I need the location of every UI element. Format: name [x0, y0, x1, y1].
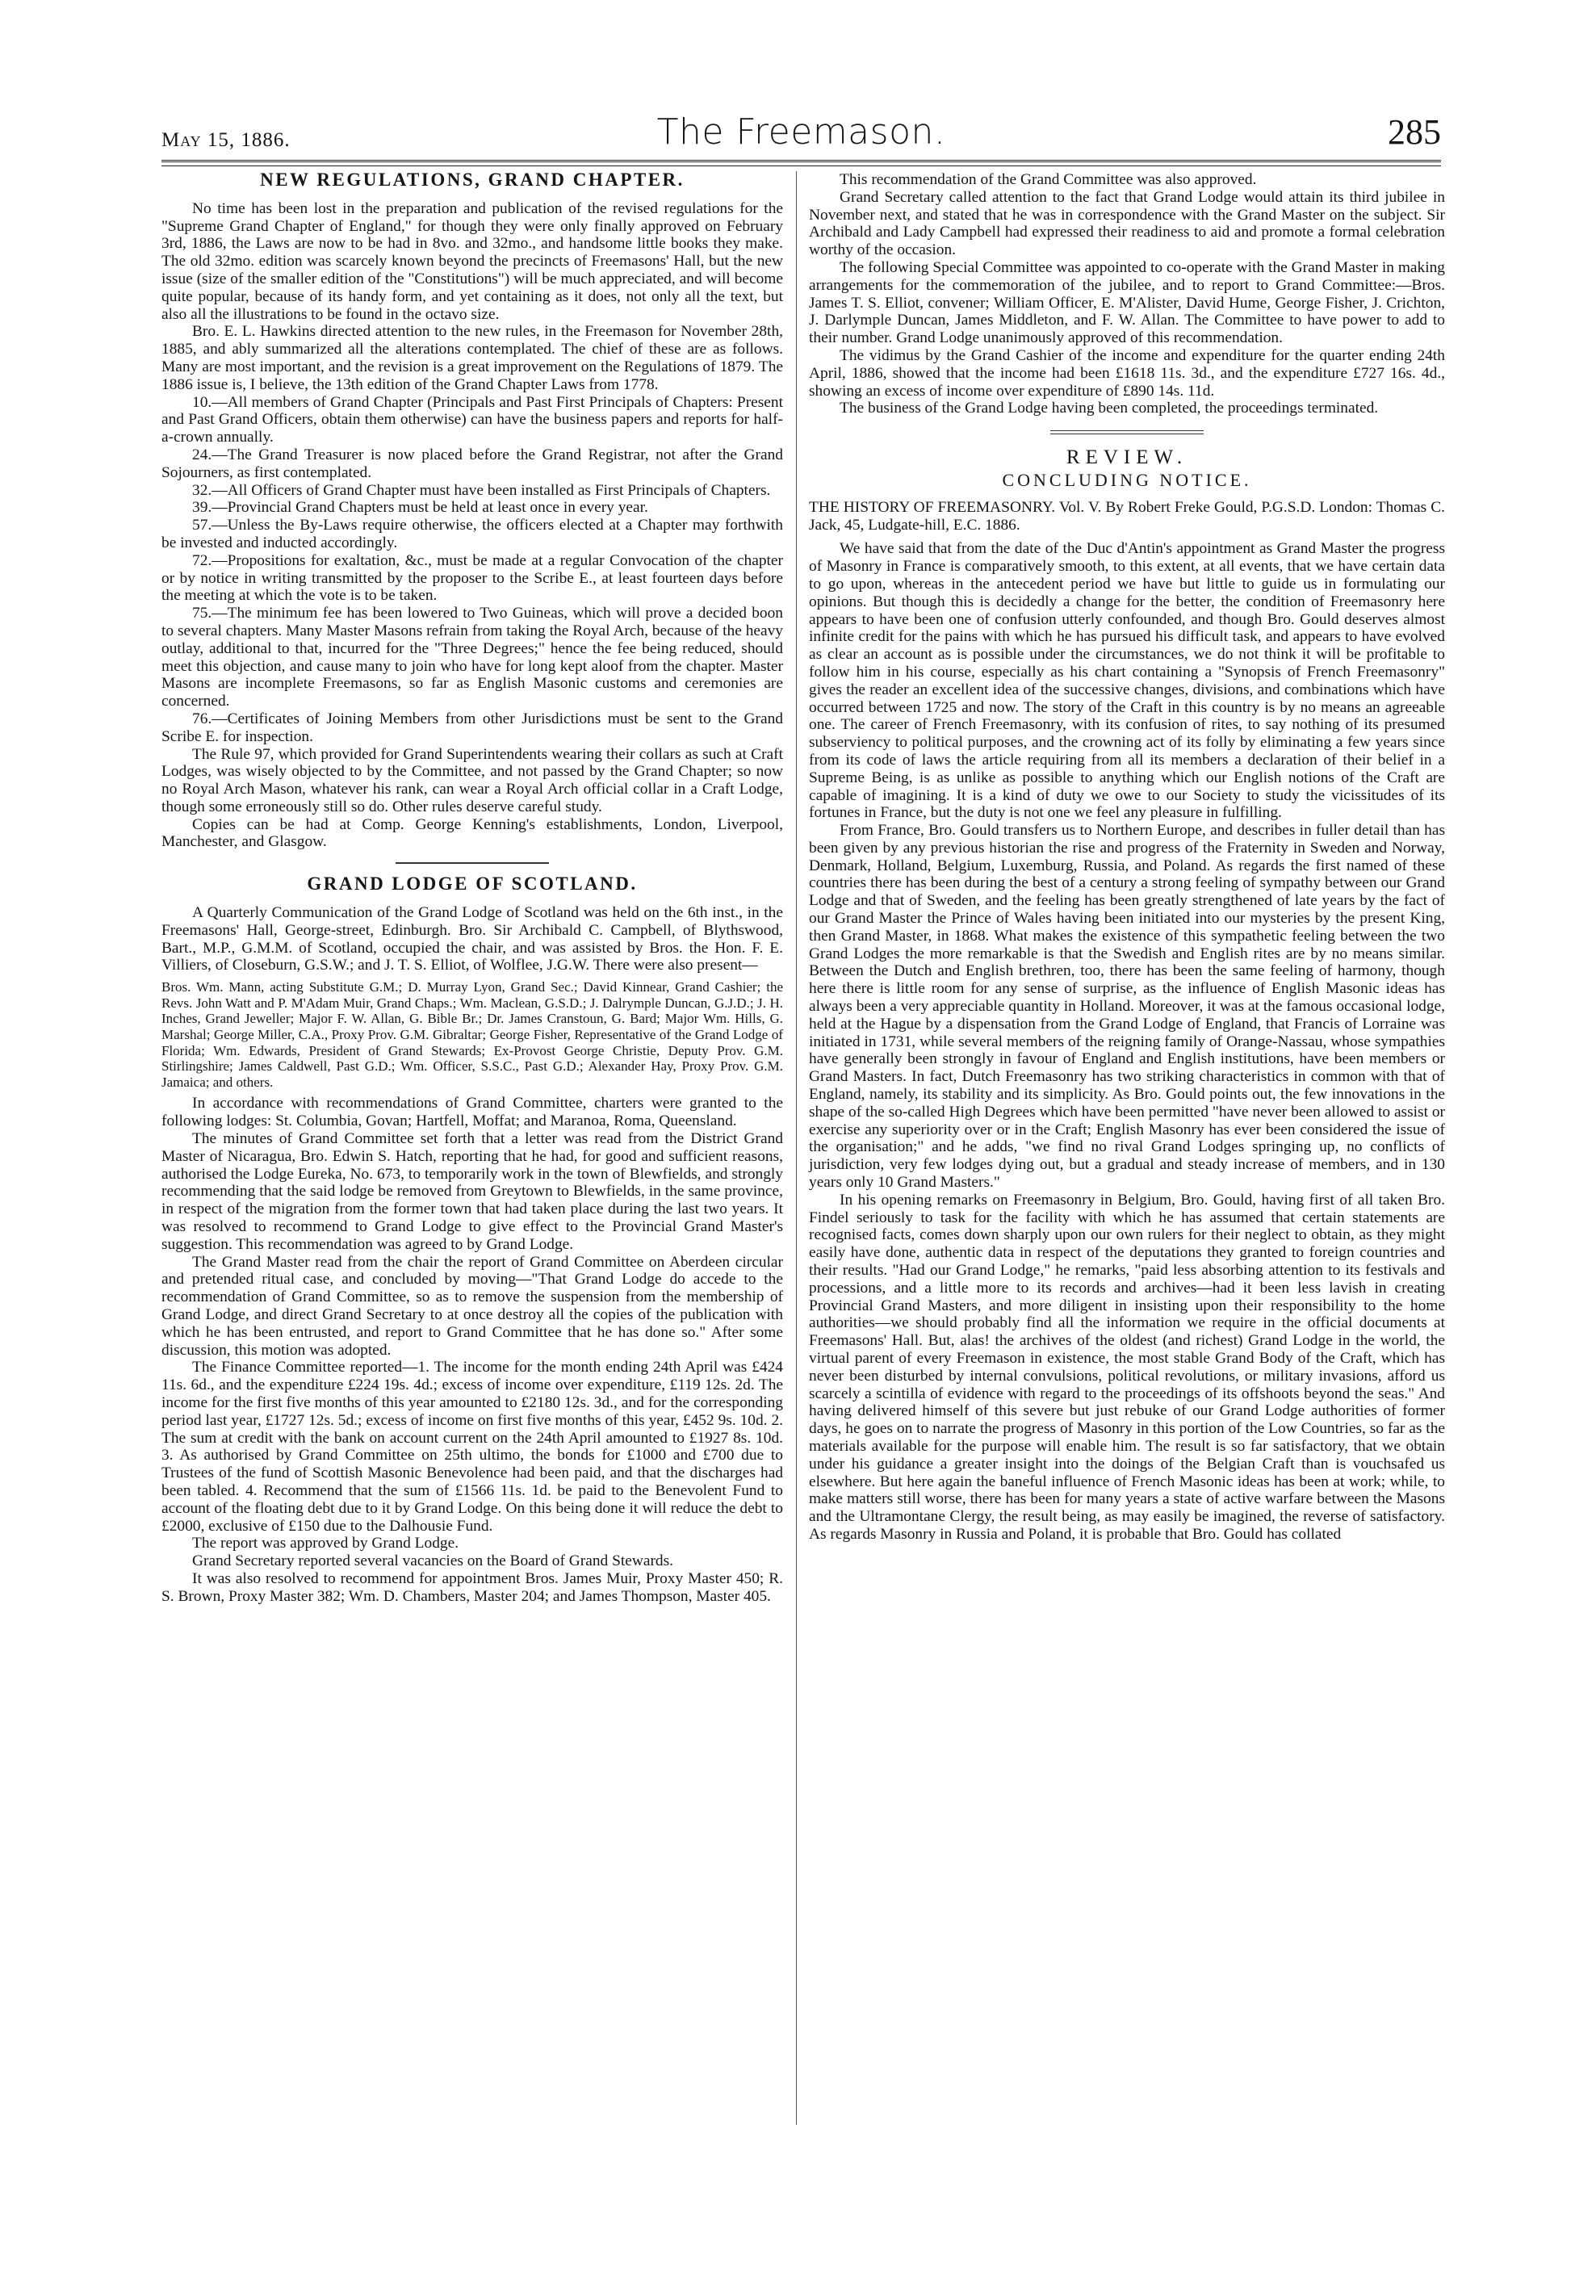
paragraph: The following Special Committee was appointed to co-operate with the Grand Master in making arrangements for the commemoration of the jubilee, and to report to Grand Committee:—Bros. James T. S. Elliot, convener; William Officer, E. M'Alister, David Hume, George Fisher, J. Crichton, J. Darlymple Duncan, James Middleton, and F. W. Allan. The Committee to have power to add to their number. Grand Lodge unanimously approved of this recommendation. [809, 258, 1445, 347]
paragraph: Grand Secretary called attention to the fact that Grand Lodge would attain its third jubilee in November next, and stated that he was in correspondence with the Grand Master on the subject. Sir Archibald and Lady Campbell had expressed their readiness to aid and promote a formal celebration worthy of the occasion. [809, 188, 1445, 259]
paragraph: The vidimus by the Grand Cashier of the income and expenditure for the quarter ending 24th April, 1886, showed that the income had been £1618 11s. 3d., and the expenditure £727 16s. 4d., showing an excess of income over expenditure of £890 14s. 11d. [809, 346, 1445, 400]
rule-item: 75.—The minimum fee has been lowered to Two Guineas, which will prove a decided boon to several chapters. Many Master Masons refrain from taking the Royal Arch, because of the heavy outlay, additional to that, incurred for the "Three Degrees;" hence the fee being reduced, should meet this objection, and cause many to join who have for long kept aloof from the chapter. Master Masons are incomplete Freemasons, so far as English Masonic customs and ceremonies are concerned. [161, 605, 783, 710]
paragraph: A Quarterly Communication of the Grand Lodge of Scotland was held on the 6th inst., in the Freemasons' Hall, George-street, Edinburgh. Bro. Sir Archibald C. Campbell, of Blythswood, Bart., M.P., G.M.M. of Scotland, occupied the chair, and was assisted by Bros. the Hon. F. E. Villiers, of Closeburn, G.S.W.; and J. T. S. Elliot, of Wolflee, J.G.W. There were also present— [161, 904, 783, 974]
newspaper-title: The Freemason. [656, 111, 946, 153]
paragraph: The business of the Grand Lodge having been completed, the proceedings terminated. [840, 400, 1379, 417]
review-heading: REVIEW. [1066, 446, 1188, 469]
attendee-list: Bros. Wm. Mann, acting Substitute G.M.; D. Murray Lyon, Grand Sec.; David Kinnear, Grand Cashier; the Revs. John Watt and P. M'Adam Muir, Grand Chaps.; Wm. Maclean, G.S.D.; J. Dalrymple Duncan, G.J.D.; J. H. Inches, Grand Jeweller; Major F. W. Allan, G. Bible Br.; Dr. James Cranstoun, G. Bard; Major Wm. Hills, G. Marshal; George Miller, C.A., Proxy Prov. G.M. Gibraltar; George Fisher, Representative of the Grand Lodge of Florida; Wm. Edwards, President of Grand Stewards; Ex-Provost George Christie, Deputy Prov. G.M. Stirlingshire; James Caldwell, Past G.D.; Wm. Officer, S.S.C., Past G.D.; Alexander Hay, Proxy Prov. G.M. Jamaica; and others. [161, 979, 783, 1090]
masthead-rule [161, 160, 1441, 166]
page-number: 285 [1388, 112, 1441, 152]
column-divider [796, 171, 797, 2125]
masthead [161, 111, 1441, 158]
paragraph: The Grand Master read from the chair the report of Grand Committee on Aberdeen circular and pretended ritual case, and concluded by moving—"That Grand Lodge do accede to the recommendation of Grand Committee, so as to remove the suspension from the membership of Grand Lodge, and direct Grand Secretary to at once destroy all the copies of the publication with which he has been entrusted, and report to Grand Committee that he has done so." After some discussion, this motion was adopted. [161, 1253, 783, 1359]
rule-item: 39.—Provincial Grand Chapters must be held at least once in every year. [192, 499, 648, 517]
paragraph: In his opening remarks on Freemasonry in Belgium, Bro. Gould, having first of all taken Bro. Findel seriously to task for the facility with which he has assumed that certain statements are recognised facts, comes down sharply upon our own rulers for their neglect to obtain, as they might easily have done, authentic data in respect of the deputations they granted to foreign countries and their results. "Had our Grand Lodge," he remarks, "paid less absorbing attention to its festivals and processions, and a little more to its records and archives—had it been less lavish in creating Provincial Grand Masters, and more diligent in insisting upon their responsibility to the home authorities—we should probably find all the information we require in the official documents at Freemasons' Hall. But, alas! the archives of the oldest (and richest) Grand Lodge in the world, the virtual parent of every Freemason in existence, the most stable Grand Body of the Craft, which has never been disturbed by internal convulsions, political revolutions, or military invasions, afford us scarcely a scintilla of evidence with regard to the proceedings of its offshoots beyond the seas." And having delivered himself of this severe but just rebuke of our Grand Lodge authorities of former days, he goes on to narrate the progress of Masonry in this portion of the Low Countries, so far as the materials available for the purpose will enable him. The result is so far satisfactory, that we obtain under his guidance a greater insight into the doings of the Belgian Craft than is vouchsafed us elsewhere. But here again the baneful influence of French Masonic ideas has been at work; while, to make matters still worse, there has been for many years a state of active warfare between the Masons and the Ultramontane Clergy, the result being, as may easily be imagined, the reverse of satisfactory. As regards Masonry in Russia and Poland, it is probable that Bro. Gould has collated [809, 1191, 1445, 1543]
article-heading-new-regulations: NEW REGULATIONS, GRAND CHAPTER. [260, 170, 685, 190]
book-citation: THE HISTORY OF FREEMASONRY. Vol. V. By Robert Freke Gould, P.G.S.D. London: Thomas C. Jack, 45, Ludgate-hill, E.C. 1886. [809, 498, 1445, 534]
rule-item: 57.—Unless the By-Laws require otherwise, the officers elected at a Chapter may forthwith be invested and inducted accordingly. [161, 517, 783, 551]
section-separator [396, 862, 549, 864]
rule-item: 72.—Propositions for exaltation, &c., must be made at a regular Convocation of the chapter or by notice in writing transmitted by the proposer to the Scribe E., at least fourteen days before the meeting at which the vote is to be taken. [161, 551, 783, 605]
section-separator [1050, 430, 1204, 434]
paragraph: Bro. E. L. Hawkins directed attention to the new rules, in the Freemason for November 28th, 1885, and ably summarized all the alterations contemplated. The chief of these are as follows. Many are most important, and the revision is a great improvement on the Regulations of 1879. The 1886 issue is, I believe, the 13th edition of the Grand Chapter Laws from 1778. [161, 323, 783, 393]
review-subheading: CONCLUDING NOTICE. [1002, 469, 1252, 490]
paragraph: No time has been lost in the preparation and publication of the revised regulations for the "Supreme Grand Chapter of England," for though they were only finally approved on February 3rd, 1886, the Laws are now to be had in 8vo. and 32mo., and handsome little books they make. The old 32mo. edition was scarcely known beyond the precincts of Freemasons' Hall, but the new issue (size of the smaller edition of the "Constitutions") will be much appreciated, and will become quite popular, because of its handy form, and yet containing as it does, not only all the text, but also all the illustrations to be found in the octavo size. [161, 199, 783, 323]
paragraph: It was also resolved to recommend for appointment Bros. James Muir, Proxy Master 450; R. S. Brown, Proxy Master 382; Wm. D. Chambers, Master 204; and James Thompson, Master 405. [161, 1569, 783, 1605]
paragraph: From France, Bro. Gould transfers us to Northern Europe, and describes in fuller detail than has been given by any previous historian the rise and progress of the Fraternity in Sweden and Norway, Denmark, Holland, Belgium, Luxemburg, Russia, and Poland. As regards the first named of these countries there has been during the best of a century a strong feeling of sympathy between our Grand Lodge and that of Sweden, and the feeling has been greatly strengthened of late years by the fact of our Grand Master the Prince of Wales having been initiated into our mysteries by the present King, then Grand Master, in 1868. What makes the existence of this sympathetic feeling between the two Grand Lodges the more remarkable is that the Swedish and English rites are by no means similar. Between the Dutch and English brethren, too, there has been the same feeling of harmony, though here there is little room for any sense of surprise, as the influence of English Masonic ideas has always been a very appreciable quantity in Holland. Moreover, it was at the famous occasional lodge, held at the Hague by a dispensation from the Grand Lodge of England, that Francis of Lorraine was initiated in 1731, while several members of the reigning family of Orange-Nassau, whose sympathies have generally been strongly in favour of England and English institutions, have been members or Grand Masters. In fact, Dutch Freemasonry has two striking characteristics in common with that of England, namely, its stability and its simplicity. As Bro. Gould points out, the few innovations in the shape of the so-called High Degrees which have been permitted "have never been allowed to assist or exercise any superiority over or in the Craft; English Masonry has ever been considered the issue of the organisation;" and he adds, "we find no rival Grand Lodges springing up, no conflicts of jurisdiction, very few lodges dying out, but a gradual and steady increase of members, and in 130 years only 10 Grand Masters." [809, 822, 1445, 1192]
paragraph: The Rule 97, which provided for Grand Superintendents wearing their collars as such at Craft Lodges, was wisely objected to by the Committee, and not passed by the Grand Chapter; so now no Royal Arch Mason, whatever his rank, can wear a Royal Arch official collar in a Craft Lodge, though some erroneously still so do. Other rules deserve careful study. [161, 745, 783, 815]
paragraph: The report was approved by Grand Lodge. [192, 1535, 459, 1552]
paragraph: The Finance Committee reported—1. The income for the month ending 24th April was £424 11s. 6d., and the expenditure £224 19s. 4d.; excess of income over expenditure, £119 12s. 2d. The income for the first five months of this year amounted to £2180 12s. 3d., and for the corresponding period last year, £1727 12s. 5d.; excess of income on first five months of this year, £452 9s. 10d. 2. The sum at credit with the bank on account current on the 24th April amounted to £1927 8s. 10d. 3. As authorised by Grand Committee on 25th ultimo, the bonds for £1000 and £700 due to Trustees of the fund of Scottish Masonic Benevolence had been paid, and that the discharges had been tabled. 4. Recommend that the sum of £1566 11s. 1d. be paid to the Benevolent Fund to account of the floating debt due to it by Grand Lodge. On this being done it will reduce the debt to £2000, exclusive of £150 due to the Dalhousie Fund. [161, 1359, 783, 1535]
article-heading-grand-lodge-scotland: GRAND LODGE OF SCOTLAND. [307, 874, 638, 895]
paragraph: The minutes of Grand Committee set forth that a letter was read from the District Grand Master of Nicaragua, Bro. Edwin S. Hatch, reporting that he had, for good and sufficient reasons, authorised the Lodge Eureka, No. 673, to temporarily work in the town of Blewfields, and strongly recommending that the said lodge be removed from Greytown to Blewfields, in the same province, in respect of the migration from the former town that had taken place during the last two years. It was resolved to recommend to Grand Lodge to give effect to the Provincial Grand Master's suggestion. This recommendation was agreed to by Grand Lodge. [161, 1130, 783, 1253]
paragraph: We have said that from the date of the Duc d'Antin's appointment as Grand Master the progress of Masonry in France is comparatively smooth, to this extent, at all events, that we have certain data to go upon, whereas in the antecedent period we have but little to guide us in formulating our opinions. But though this is decidedly a change for the better, the condition of Freemasonry here appears to have been one of confusion utterly confounded, and though Bro. Gould deserves almost infinite credit for the pains with which he has pursued his difficult task, and appears to have evolved as clear an account as is possible under the circumstances, we do not think it will be profitable to follow him in his course, especially as his chart containing a "Synopsis of French Freemasonry" gives the reader an excellent idea of the successive changes, divisions, and combinations which have occurred between 1725 and now. The story of the Craft in this country is by no means an agreeable one. The career of French Freemasonry, with its confusion of rites, to say nothing of its presumed subserviency to political purposes, and the crowning act of its folly by eliminating a few years since from its code of laws the article requiring from all its members a declaration of their belief in a Supreme Being, is as unlike as possible to anything which our English notions of the Craft are capable of imagining. It is a kind of duty we owe to our Society to study the vicissitudes of its fortunes in France, but the duty is not one we feel any pleasure in fulfilling. [809, 540, 1445, 822]
paragraph: Copies can be had at Comp. George Kenning's establishments, London, Liverpool, Manchester, and Glasgow. [161, 815, 783, 851]
paragraph: This recommendation of the Grand Committee was also approved. [840, 171, 1257, 188]
rule-item: 76.—Certificates of Joining Members from other Jurisdictions must be sent to the Grand Scribe E. for inspection. [161, 710, 783, 745]
paragraph: Grand Secretary reported several vacancies on the Board of Grand Stewards. [192, 1552, 674, 1570]
right-column [809, 171, 1445, 1544]
paragraph: In accordance with recommendations of Grand Committee, charters were granted to the following lodges: St. Columbia, Govan; Hartfell, Moffat; and Maranoa, Roma, Queensland. [161, 1095, 783, 1130]
left-column [161, 171, 783, 1606]
issue-date: May 15, 1886. [161, 129, 291, 151]
rule-item: 32.—All Officers of Grand Chapter must have been installed as First Principals of Chapters. [192, 481, 771, 499]
rule-item: 10.—All members of Grand Chapter (Principals and Past First Principals of Chapters: Present and Past Grand Officers, obtain them otherwise) can have the business papers and reports for half-a-crown annually. [161, 393, 783, 446]
rule-item: 24.—The Grand Treasurer is now placed before the Grand Registrar, not after the Grand Sojourners, as first contemplated. [161, 446, 783, 481]
